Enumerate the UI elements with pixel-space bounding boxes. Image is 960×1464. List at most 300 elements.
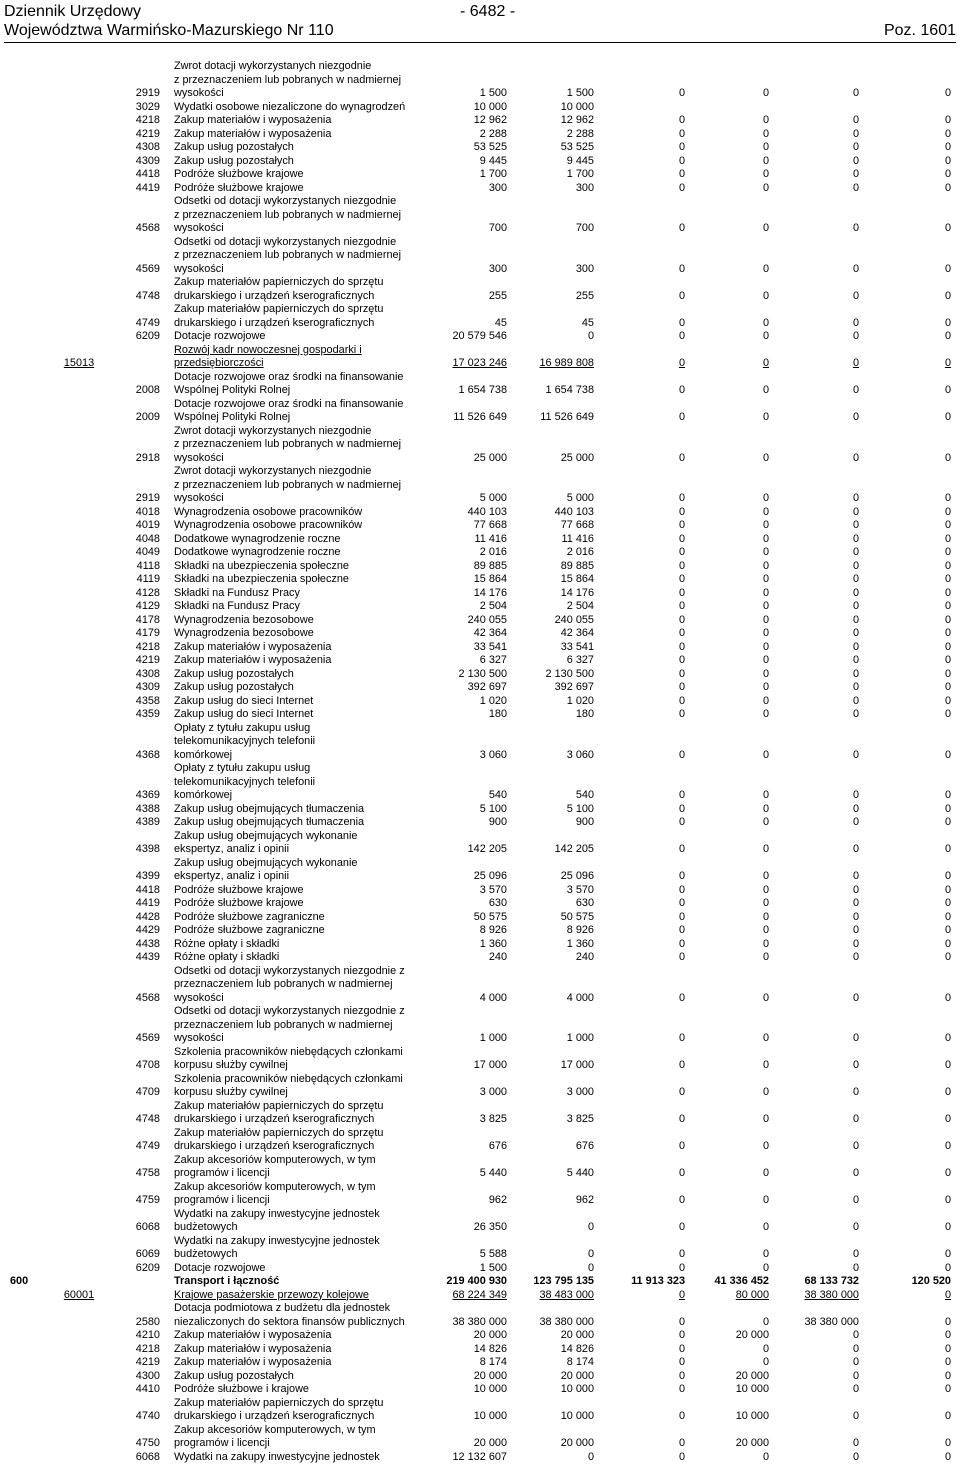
name-cell bbox=[168, 681, 430, 695]
paragraf-cell: 4439 bbox=[108, 951, 168, 965]
name-line: Wspólnej Polityki Rolnej bbox=[174, 384, 290, 396]
amount-cell: 3 570 bbox=[512, 884, 599, 898]
amount-cell: 0 bbox=[690, 762, 774, 803]
amount-cell: 0 bbox=[690, 1235, 774, 1262]
name-cell bbox=[168, 573, 430, 587]
paragraf-cell: 4359 bbox=[108, 708, 168, 722]
amount-cell: 0 bbox=[599, 114, 690, 128]
table-row bbox=[4, 857, 956, 884]
dzial-cell bbox=[4, 506, 50, 520]
rozdzial-cell bbox=[50, 884, 108, 898]
amount-cell: 240 055 bbox=[430, 614, 512, 628]
amount-cell: 77 668 bbox=[430, 519, 512, 533]
dzial-cell bbox=[4, 1289, 50, 1303]
amount-cell: 0 bbox=[690, 965, 774, 1006]
amount-cell: 0 bbox=[774, 1343, 864, 1357]
amount-cell: 1 000 bbox=[512, 1005, 599, 1046]
paragraf-cell: 4749 bbox=[108, 1127, 168, 1154]
rozdzial-cell bbox=[50, 762, 108, 803]
amount-cell: 0 bbox=[864, 722, 956, 763]
dzial-cell bbox=[4, 803, 50, 817]
amount-cell: 0 bbox=[690, 1262, 774, 1276]
amount-cell: 0 bbox=[774, 1127, 864, 1154]
rozdzial-cell bbox=[50, 1073, 108, 1100]
dzial-cell bbox=[4, 425, 50, 466]
amount-cell: 0 bbox=[864, 1235, 956, 1262]
name-cell bbox=[168, 1383, 430, 1397]
amount-cell: 25 096 bbox=[512, 857, 599, 884]
amount-cell: 240 bbox=[512, 951, 599, 965]
amount-cell: 0 bbox=[599, 195, 690, 236]
amount-cell: 0 bbox=[774, 938, 864, 952]
paragraf-cell: 4428 bbox=[108, 911, 168, 925]
rozdzial-cell bbox=[50, 1262, 108, 1276]
amount-cell: 10 000 bbox=[690, 1383, 774, 1397]
amount-cell: 0 bbox=[599, 182, 690, 196]
rozdzial-cell bbox=[50, 114, 108, 128]
amount-cell: 38 380 000 bbox=[512, 1302, 599, 1329]
amount-cell: 0 bbox=[774, 1397, 864, 1424]
amount-cell: 962 bbox=[512, 1181, 599, 1208]
name-line: Składki na ubezpieczenia społeczne bbox=[174, 560, 349, 572]
amount-cell: 0 bbox=[690, 128, 774, 142]
paragraf-cell: 4178 bbox=[108, 614, 168, 628]
rozdzial-cell bbox=[50, 560, 108, 574]
amount-cell: 1 500 bbox=[430, 1262, 512, 1276]
name-cell bbox=[168, 1275, 430, 1289]
table-row bbox=[4, 425, 956, 466]
dzial-cell bbox=[4, 236, 50, 277]
paragraf-cell: 4309 bbox=[108, 155, 168, 169]
amount-cell: 0 bbox=[599, 128, 690, 142]
amount-cell: 0 bbox=[774, 533, 864, 547]
table-row bbox=[4, 911, 956, 925]
amount-cell: 1 654 738 bbox=[430, 371, 512, 398]
rozdzial-cell bbox=[50, 951, 108, 965]
amount-cell: 0 bbox=[864, 1329, 956, 1343]
dzial-cell bbox=[4, 1235, 50, 1262]
amount-cell: 0 bbox=[599, 155, 690, 169]
paragraf-cell: 4418 bbox=[108, 884, 168, 898]
amount-cell: 0 bbox=[864, 1424, 956, 1451]
amount-cell: 10 000 bbox=[512, 1397, 599, 1424]
table-row bbox=[4, 141, 956, 155]
paragraf-cell: 4368 bbox=[108, 722, 168, 763]
amount-cell: 0 bbox=[512, 1235, 599, 1262]
dzial-cell bbox=[4, 1262, 50, 1276]
dzial-cell bbox=[4, 546, 50, 560]
amount-cell: 0 bbox=[690, 641, 774, 655]
amount-cell: 0 bbox=[864, 519, 956, 533]
amount-cell: 540 bbox=[512, 762, 599, 803]
amount-cell: 26 350 bbox=[430, 1208, 512, 1235]
name-line: Zakup usług pozostałych bbox=[174, 668, 294, 680]
paragraf-cell: 6068 bbox=[108, 1208, 168, 1235]
rozdzial-cell bbox=[50, 641, 108, 655]
amount-cell: 0 bbox=[599, 533, 690, 547]
amount-cell: 0 bbox=[690, 465, 774, 506]
table-row bbox=[4, 546, 956, 560]
paragraf-cell: 4708 bbox=[108, 1046, 168, 1073]
name-cell bbox=[168, 1343, 430, 1357]
name-line: Dotacje rozwojowe bbox=[174, 1262, 265, 1274]
rozdzial-cell bbox=[50, 708, 108, 722]
name-line: Różne opłaty i składki bbox=[174, 938, 279, 950]
dzial-cell bbox=[4, 168, 50, 182]
amount-cell: 0 bbox=[599, 1424, 690, 1451]
table-row bbox=[4, 1235, 956, 1262]
table-row bbox=[4, 155, 956, 169]
amount-cell: 14 826 bbox=[512, 1343, 599, 1357]
name-line: Zakup usług pozostałych bbox=[174, 1370, 294, 1382]
amount-cell: 0 bbox=[690, 1451, 774, 1464]
name-line: Zakup usług obejmujących wykonanie bbox=[174, 830, 357, 842]
amount-cell: 0 bbox=[599, 371, 690, 398]
table-row bbox=[4, 519, 956, 533]
amount-cell: 14 176 bbox=[512, 587, 599, 601]
name-line: budżetowych bbox=[174, 1221, 238, 1233]
table-row bbox=[4, 600, 956, 614]
rozdzial-cell bbox=[50, 236, 108, 277]
amount-cell: 700 bbox=[430, 195, 512, 236]
name-line: Wynagrodzenia bezosobowe bbox=[174, 627, 314, 639]
dzial-cell bbox=[4, 128, 50, 142]
amount-cell: 0 bbox=[690, 897, 774, 911]
amount-cell: 0 bbox=[690, 303, 774, 330]
amount-cell: 0 bbox=[864, 614, 956, 628]
name-cell bbox=[168, 128, 430, 142]
amount-cell: 2 288 bbox=[430, 128, 512, 142]
amount-cell: 0 bbox=[864, 533, 956, 547]
paragraf-cell: 4419 bbox=[108, 182, 168, 196]
rozdzial-cell bbox=[50, 722, 108, 763]
amount-cell: 14 176 bbox=[430, 587, 512, 601]
paragraf-cell: 6209 bbox=[108, 330, 168, 344]
table-row bbox=[4, 1329, 956, 1343]
paragraf-cell: 4019 bbox=[108, 519, 168, 533]
rozdzial-cell bbox=[50, 803, 108, 817]
name-line: Zakup materiałów i wyposażenia bbox=[174, 1343, 331, 1355]
amount-cell: 38 380 000 bbox=[774, 1302, 864, 1329]
name-line: wysokości bbox=[174, 1032, 224, 1044]
name-line: Wydatki na zakupy inwestycyjne jednostek bbox=[174, 1235, 380, 1247]
amount-cell: 0 bbox=[864, 1154, 956, 1181]
amount-cell: 0 bbox=[690, 195, 774, 236]
paragraf-cell: 4219 bbox=[108, 654, 168, 668]
amount-cell: 0 bbox=[774, 1005, 864, 1046]
name-cell bbox=[168, 695, 430, 709]
amount-cell: 0 bbox=[599, 1302, 690, 1329]
name-line: Zakup materiałów i wyposażenia bbox=[174, 1356, 331, 1368]
table-row bbox=[4, 695, 956, 709]
amount-cell: 0 bbox=[599, 1073, 690, 1100]
table-row bbox=[4, 1208, 956, 1235]
dzial-cell bbox=[4, 1127, 50, 1154]
amount-cell: 0 bbox=[690, 695, 774, 709]
amount-cell: 0 bbox=[774, 1383, 864, 1397]
name-line: Wydatki na zakupy inwestycyjne jednostek bbox=[174, 1451, 380, 1463]
amount-cell: 17 000 bbox=[512, 1046, 599, 1073]
amount-cell: 5 100 bbox=[430, 803, 512, 817]
amount-cell: 20 000 bbox=[430, 1370, 512, 1384]
amount-cell: 0 bbox=[690, 614, 774, 628]
name-line: Dodatkowe wynagrodzenie roczne bbox=[174, 546, 340, 558]
name-line: Wydatki osobowe niezaliczone do wynagrodzeń bbox=[174, 101, 405, 113]
name-cell bbox=[168, 276, 430, 303]
amount-cell: 0 bbox=[864, 546, 956, 560]
amount-cell: 5 100 bbox=[512, 803, 599, 817]
amount-cell: 1 500 bbox=[430, 60, 512, 101]
rozdzial-cell bbox=[50, 425, 108, 466]
amount-cell: 0 bbox=[774, 1356, 864, 1370]
rozdzial-cell bbox=[50, 371, 108, 398]
amount-cell: 25 000 bbox=[512, 425, 599, 466]
amount-cell: 53 525 bbox=[512, 141, 599, 155]
amount-cell: 5 440 bbox=[430, 1154, 512, 1181]
dzial-cell bbox=[4, 830, 50, 857]
rozdzial-cell bbox=[50, 681, 108, 695]
name-cell bbox=[168, 722, 430, 763]
table-row bbox=[4, 236, 956, 277]
amount-cell: 0 bbox=[599, 1181, 690, 1208]
amount-cell: 0 bbox=[864, 762, 956, 803]
amount-cell: 0 bbox=[774, 924, 864, 938]
table-row bbox=[4, 371, 956, 398]
rozdzial-cell bbox=[50, 1275, 108, 1289]
paragraf-cell: 4049 bbox=[108, 546, 168, 560]
amount-cell: 38 380 000 bbox=[430, 1302, 512, 1329]
amount-cell: 4 000 bbox=[430, 965, 512, 1006]
amount-cell: 1 360 bbox=[512, 938, 599, 952]
table-row bbox=[4, 924, 956, 938]
dzial-cell bbox=[4, 627, 50, 641]
paragraf-cell: 4048 bbox=[108, 533, 168, 547]
amount-cell: 0 bbox=[774, 897, 864, 911]
name-cell bbox=[168, 762, 430, 803]
name-cell bbox=[168, 587, 430, 601]
dzial-cell bbox=[4, 614, 50, 628]
dzial-cell bbox=[4, 911, 50, 925]
dzial-cell bbox=[4, 182, 50, 196]
amount-cell: 0 bbox=[774, 1451, 864, 1464]
dzial-cell bbox=[4, 195, 50, 236]
name-cell bbox=[168, 330, 430, 344]
amount-cell: 3 825 bbox=[512, 1100, 599, 1127]
amount-cell: 0 bbox=[774, 951, 864, 965]
paragraf-cell: 2918 bbox=[108, 425, 168, 466]
table-row bbox=[4, 1275, 956, 1289]
rozdzial-cell bbox=[50, 195, 108, 236]
amount-cell: 0 bbox=[512, 1451, 599, 1464]
paragraf-cell: 4118 bbox=[108, 560, 168, 574]
amount-cell: 0 bbox=[599, 60, 690, 101]
table-row bbox=[4, 654, 956, 668]
amount-cell: 0 bbox=[774, 1154, 864, 1181]
amount-cell: 0 bbox=[774, 587, 864, 601]
amount-cell: 0 bbox=[864, 1397, 956, 1424]
name-cell bbox=[168, 951, 430, 965]
amount-cell: 0 bbox=[774, 1100, 864, 1127]
name-line: Zakup materiałów papierniczych do sprzętu bbox=[174, 1397, 383, 1409]
amount-cell: 0 bbox=[512, 1262, 599, 1276]
amount-cell: 38 380 000 bbox=[774, 1289, 864, 1303]
name-line: komórkowej bbox=[174, 789, 232, 801]
paragraf-cell: 4418 bbox=[108, 168, 168, 182]
table-row bbox=[4, 830, 956, 857]
name-cell bbox=[168, 1424, 430, 1451]
name-cell bbox=[168, 1370, 430, 1384]
table-row bbox=[4, 1424, 956, 1451]
amount-cell: 0 bbox=[864, 587, 956, 601]
amount-cell: 0 bbox=[864, 816, 956, 830]
amount-cell: 0 bbox=[864, 951, 956, 965]
paragraf-cell: 4568 bbox=[108, 965, 168, 1006]
amount-cell: 20 000 bbox=[690, 1370, 774, 1384]
name-line: z przeznaczeniem lub pobranych w nadmiernej bbox=[174, 438, 401, 450]
amount-cell: 0 bbox=[774, 830, 864, 857]
amount-cell: 12 132 607 bbox=[430, 1451, 512, 1464]
amount-cell: 0 bbox=[774, 722, 864, 763]
name-cell bbox=[168, 1127, 430, 1154]
table-row bbox=[4, 114, 956, 128]
amount-cell: 4 000 bbox=[512, 965, 599, 1006]
amount-cell: 0 bbox=[864, 965, 956, 1006]
dzial-cell bbox=[4, 1100, 50, 1127]
amount-cell: 20 579 546 bbox=[430, 330, 512, 344]
name-line: Szkolenia pracowników niebędących członkami bbox=[174, 1046, 403, 1058]
table-row bbox=[4, 938, 956, 952]
amount-cell: 0 bbox=[864, 911, 956, 925]
amount-cell: 0 bbox=[599, 965, 690, 1006]
amount-cell: 0 bbox=[864, 60, 956, 101]
amount-cell: 0 bbox=[864, 681, 956, 695]
rozdzial-cell bbox=[50, 1127, 108, 1154]
dzial-cell bbox=[4, 1397, 50, 1424]
paragraf-cell: 4569 bbox=[108, 1005, 168, 1046]
dzial-cell bbox=[4, 587, 50, 601]
name-cell bbox=[168, 1005, 430, 1046]
amount-cell: 0 bbox=[690, 938, 774, 952]
amount-cell: 142 205 bbox=[512, 830, 599, 857]
rozdzial-cell bbox=[50, 155, 108, 169]
dzial-cell bbox=[4, 1343, 50, 1357]
table-row bbox=[4, 330, 956, 344]
paragraf-cell: 4569 bbox=[108, 236, 168, 277]
rozdzial-cell bbox=[50, 506, 108, 520]
name-line: Odsetki od dotacji wykorzystanych niezgodnie bbox=[174, 195, 396, 207]
rozdzial-cell bbox=[50, 938, 108, 952]
name-line: Wydatki na zakupy inwestycyjne jednostek bbox=[174, 1208, 380, 1220]
amount-cell: 17 023 246 bbox=[430, 344, 512, 371]
table-row bbox=[4, 803, 956, 817]
name-cell bbox=[168, 465, 430, 506]
paragraf-cell bbox=[108, 1275, 168, 1289]
table-row bbox=[4, 344, 956, 371]
name-cell bbox=[168, 303, 430, 330]
amount-cell: 0 bbox=[599, 803, 690, 817]
amount-cell: 1 020 bbox=[512, 695, 599, 709]
amount-cell: 0 bbox=[690, 546, 774, 560]
name-line: Zakup usług pozostałych bbox=[174, 155, 294, 167]
amount-cell: 0 bbox=[864, 1046, 956, 1073]
amount-cell: 0 bbox=[864, 1356, 956, 1370]
amount-cell: 0 bbox=[690, 803, 774, 817]
name-line: wysokości bbox=[174, 452, 224, 464]
paragraf-cell: 4119 bbox=[108, 573, 168, 587]
name-cell bbox=[168, 884, 430, 898]
rozdzial-cell bbox=[50, 857, 108, 884]
name-line: programów i licencji bbox=[174, 1194, 270, 1206]
name-line: drukarskiego i urządzeń kserograficznych bbox=[174, 317, 374, 329]
amount-cell: 0 bbox=[864, 371, 956, 398]
table-row bbox=[4, 1302, 956, 1329]
name-cell bbox=[168, 1329, 430, 1343]
dzial-cell bbox=[4, 681, 50, 695]
amount-cell: 2 130 500 bbox=[512, 668, 599, 682]
name-cell bbox=[168, 1100, 430, 1127]
name-line: Podróże służbowe i krajowe bbox=[174, 1383, 309, 1395]
name-cell bbox=[168, 101, 430, 115]
dzial-cell bbox=[4, 816, 50, 830]
rozdzial-cell: 60001 bbox=[50, 1289, 108, 1303]
name-cell bbox=[168, 1356, 430, 1370]
amount-cell: 89 885 bbox=[512, 560, 599, 574]
amount-cell: 0 bbox=[599, 1005, 690, 1046]
name-line: Wynagrodzenia osobowe pracowników bbox=[174, 519, 362, 531]
rozdzial-cell bbox=[50, 830, 108, 857]
amount-cell: 392 697 bbox=[430, 681, 512, 695]
table-row bbox=[4, 965, 956, 1006]
table-row bbox=[4, 573, 956, 587]
name-line: Zakup materiałów i wyposażenia bbox=[174, 654, 331, 666]
amount-cell: 0 bbox=[690, 654, 774, 668]
name-line: Dodatkowe wynagrodzenie roczne bbox=[174, 533, 340, 545]
paragraf-cell: 4740 bbox=[108, 1397, 168, 1424]
amount-cell: 0 bbox=[690, 182, 774, 196]
amount-cell: 0 bbox=[774, 1235, 864, 1262]
amount-cell bbox=[774, 101, 864, 115]
amount-cell: 3 570 bbox=[430, 884, 512, 898]
rozdzial-cell bbox=[50, 1154, 108, 1181]
dzial-cell bbox=[4, 884, 50, 898]
amount-cell: 16 989 808 bbox=[512, 344, 599, 371]
name-line: wysokości bbox=[174, 263, 224, 275]
amount-cell: 0 bbox=[690, 816, 774, 830]
name-cell bbox=[168, 627, 430, 641]
name-cell bbox=[168, 141, 430, 155]
rozdzial-cell bbox=[50, 303, 108, 330]
amount-cell: 77 668 bbox=[512, 519, 599, 533]
amount-cell: 0 bbox=[864, 1100, 956, 1127]
dzial-cell bbox=[4, 398, 50, 425]
amount-cell: 0 bbox=[599, 168, 690, 182]
rozdzial-cell bbox=[50, 276, 108, 303]
table-row bbox=[4, 627, 956, 641]
name-cell bbox=[168, 155, 430, 169]
paragraf-cell: 6069 bbox=[108, 1235, 168, 1262]
amount-cell: 0 bbox=[599, 1289, 690, 1303]
amount-cell: 0 bbox=[599, 1329, 690, 1343]
amount-cell: 0 bbox=[690, 722, 774, 763]
amount-cell: 11 526 649 bbox=[430, 398, 512, 425]
amount-cell: 0 bbox=[774, 600, 864, 614]
paragraf-cell: 4309 bbox=[108, 681, 168, 695]
dzial-cell bbox=[4, 1424, 50, 1451]
amount-cell: 0 bbox=[599, 425, 690, 466]
amount-cell: 300 bbox=[430, 182, 512, 196]
amount-cell: 0 bbox=[864, 1383, 956, 1397]
amount-cell bbox=[864, 101, 956, 115]
